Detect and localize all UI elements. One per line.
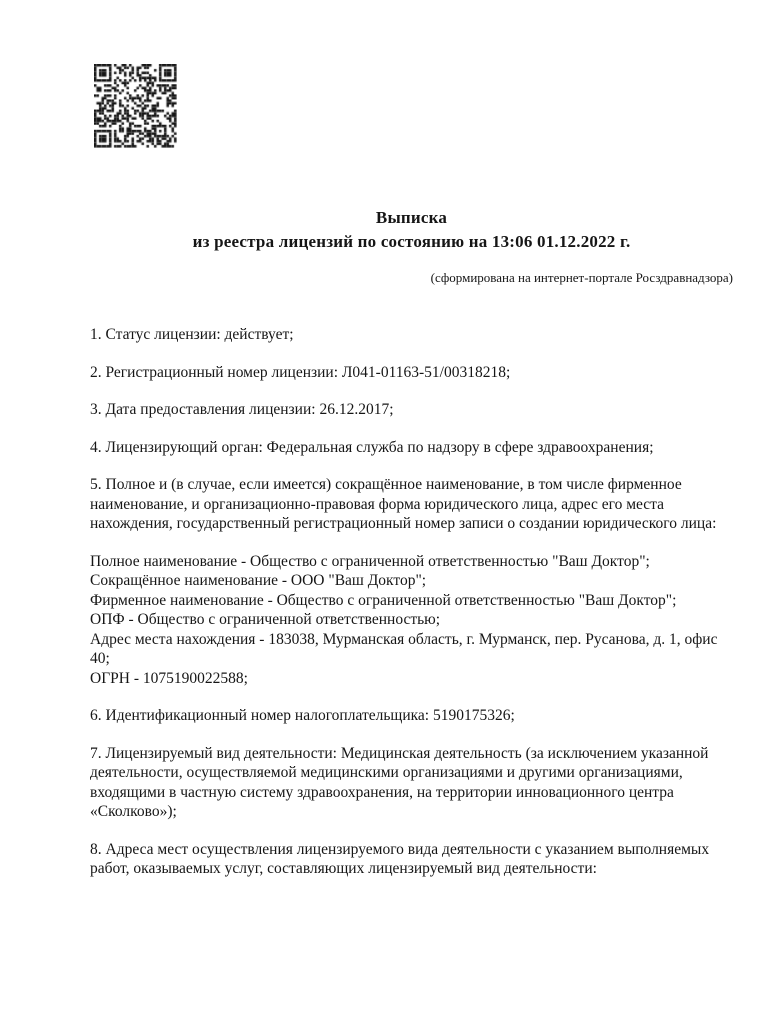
detail-brand-name: Фирменное наименование - Общество с ограниченной ответственностью "Ваш Доктор"; xyxy=(90,591,677,609)
title-line-2: из реестра лицензий по состоянию на 13:06 01.12.2022 г. xyxy=(192,232,631,251)
activity-addresses-heading: 8. Адреса мест осуществления лицензируемого вида деятельности с указанием выполняемых работ, оказываемых услуг, составляющих лицензируемый вид деятельности: xyxy=(90,840,710,877)
license-grant-date: 3. Дата предоставления лицензии: 26.12.2017; xyxy=(90,401,394,418)
licensed-activity: 7. Лицензируемый вид деятельности: Медицинская деятельность (за исключением указанной деятельности, осуществляемой медицинскими организациями и другими организациями, входящими в частную систему здравоохранения, на территории инновационного центра «Сколково»); xyxy=(90,744,709,820)
organization-details xyxy=(90,552,733,689)
formation-note: (сформирована на интернет-портале Росздравнадзора) xyxy=(430,270,733,285)
taxpayer-id: 6. Идентификационный номер налогоплательщика: 5190175326; xyxy=(90,707,515,724)
licensing-authority: 4. Лицензирующий орган: Федеральная служба по надзору в сфере здравоохранения; xyxy=(90,438,654,456)
detail-full-name: Полное наименование - Общество с ограниченной ответственностью "Ваш Доктор"; xyxy=(90,552,650,570)
org-info-heading: 5. Полное и (в случае, если имеется) сокращённое наименование, в том числе фирменное наименование, и организационно-правовая форма юридического лица, адрес его места нахождения, государственный регистрационный номер записи о создании юридического лица: xyxy=(90,476,717,532)
license-reg-number: 2. Регистрационный номер лицензии: Л041-01163-51/00318218; xyxy=(90,363,511,381)
page-title xyxy=(90,206,733,254)
detail-short-name: Сокращённое наименование - ООО "Ваш Доктор"; xyxy=(90,572,427,589)
license-status: 1. Статус лицензии: действует; xyxy=(90,326,294,343)
title-line-1: Выписка xyxy=(375,208,448,227)
detail-address: Адрес места нахождения - 183038, Мурманская область, г. Мурманск, пер. Русанова, д. 1, офис 40; xyxy=(90,630,718,667)
detail-ogrn: ОГРН - 1075190022588; xyxy=(90,669,248,687)
document-body xyxy=(90,325,733,897)
detail-legal-form: ОПФ - Общество с ограниченной ответственностью; xyxy=(90,611,441,628)
qr-code xyxy=(94,64,177,148)
